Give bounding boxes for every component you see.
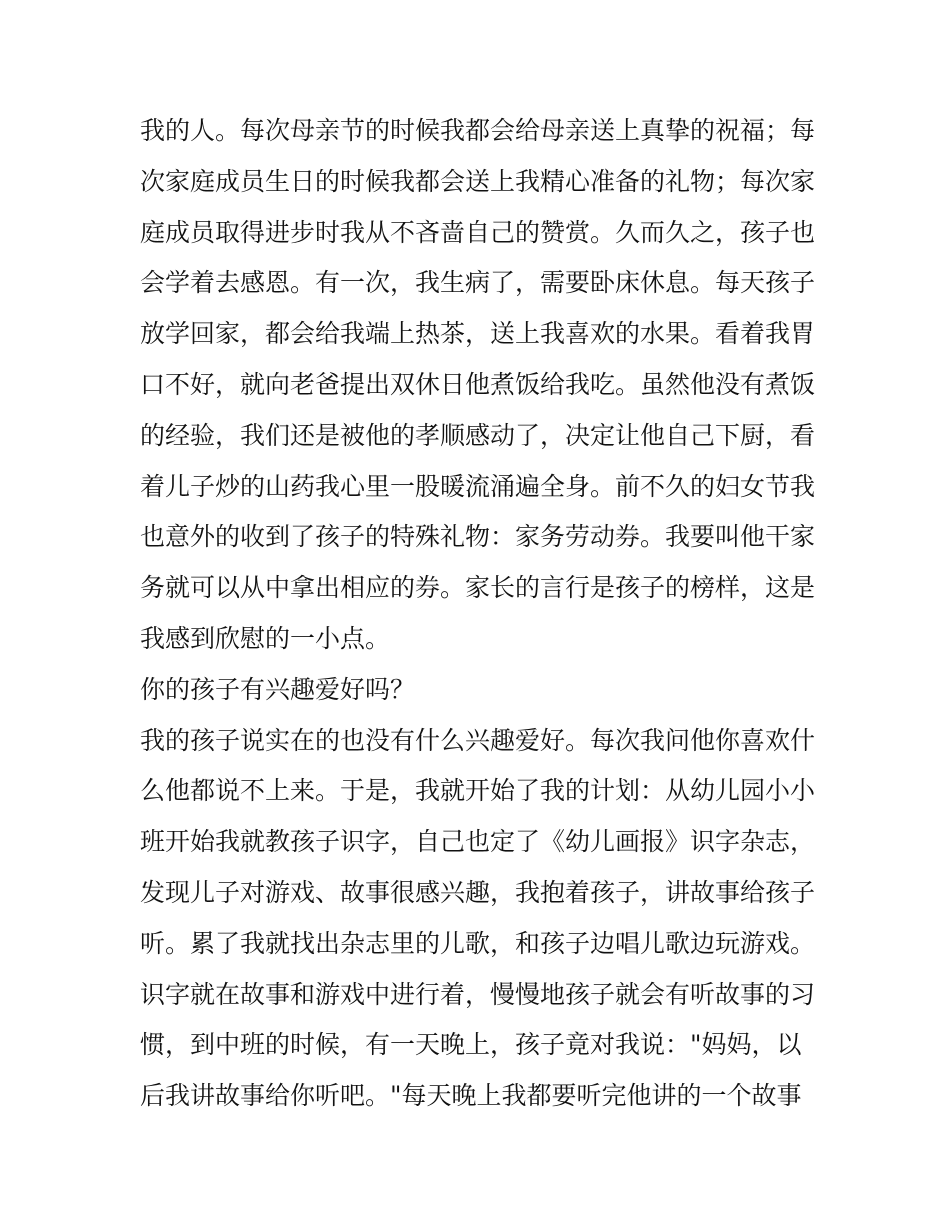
text-line: 着儿子炒的山药我心里一股暖流涌遍全身。前不久的妇女节我 bbox=[140, 471, 816, 501]
text-line: 我的孩子说实在的也没有什么兴趣爱好。每次我问他你喜欢什 bbox=[140, 725, 816, 755]
text-line: 么他都说不上来。于是，我就开始了我的计划：从幼儿园小小 bbox=[140, 776, 816, 806]
text-line: 次家庭成员生日的时候我都会送上我精心准备的礼物；每次家 bbox=[140, 166, 816, 196]
text-line: 务就可以从中拿出相应的券。家长的言行是孩子的榜样，这是 bbox=[140, 573, 816, 603]
text-line: 的经验，我们还是被他的孝顺感动了，决定让他自己下厨，看 bbox=[140, 420, 816, 450]
text-line: 口不好，就向老爸提出双休日他煮饭给我吃。虽然他没有煮饭 bbox=[140, 369, 816, 399]
text-line: 识字就在故事和游戏中进行着，慢慢地孩子就会有听故事的习 bbox=[140, 979, 816, 1009]
text-line: 也意外的收到了孩子的特殊礼物：家务劳动券。我要叫他干家 bbox=[140, 522, 816, 552]
text-line: 惯，到中班的时候，有一天晚上，孩子竟对我说："妈妈，以 bbox=[140, 1030, 802, 1060]
text-line: 后我讲故事给你听吧。"每天晚上我都要听完他讲的一个故事 bbox=[140, 1081, 802, 1111]
text-line: 我的人。每次母亲节的时候我都会给母亲送上真挚的祝福；每 bbox=[140, 116, 816, 145]
body-text bbox=[140, 106, 830, 1122]
text-line: 听。累了我就找出杂志里的儿歌，和孩子边唱儿歌边玩游戏。 bbox=[140, 928, 816, 958]
text-line: 庭成员取得进步时我从不吝啬自己的赞赏。久而久之，孩子也 bbox=[140, 217, 816, 247]
text-line: 放学回家，都会给我端上热茶，送上我喜欢的水果。看着我胃 bbox=[140, 319, 816, 349]
section-question: 你的孩子有兴趣爱好吗？ bbox=[140, 674, 416, 704]
text-line: 我感到欣慰的一小点。 bbox=[140, 623, 391, 653]
text-line: 班开始我就教孩子识字，自己也定了《幼儿画报》识字杂志， bbox=[140, 827, 816, 857]
text-line: 会学着去感恩。有一次，我生病了，需要卧床休息。每天孩子 bbox=[140, 268, 816, 298]
text-line: 发现儿子对游戏、故事很感兴趣，我抱着孩子，讲故事给孩子 bbox=[140, 877, 816, 907]
